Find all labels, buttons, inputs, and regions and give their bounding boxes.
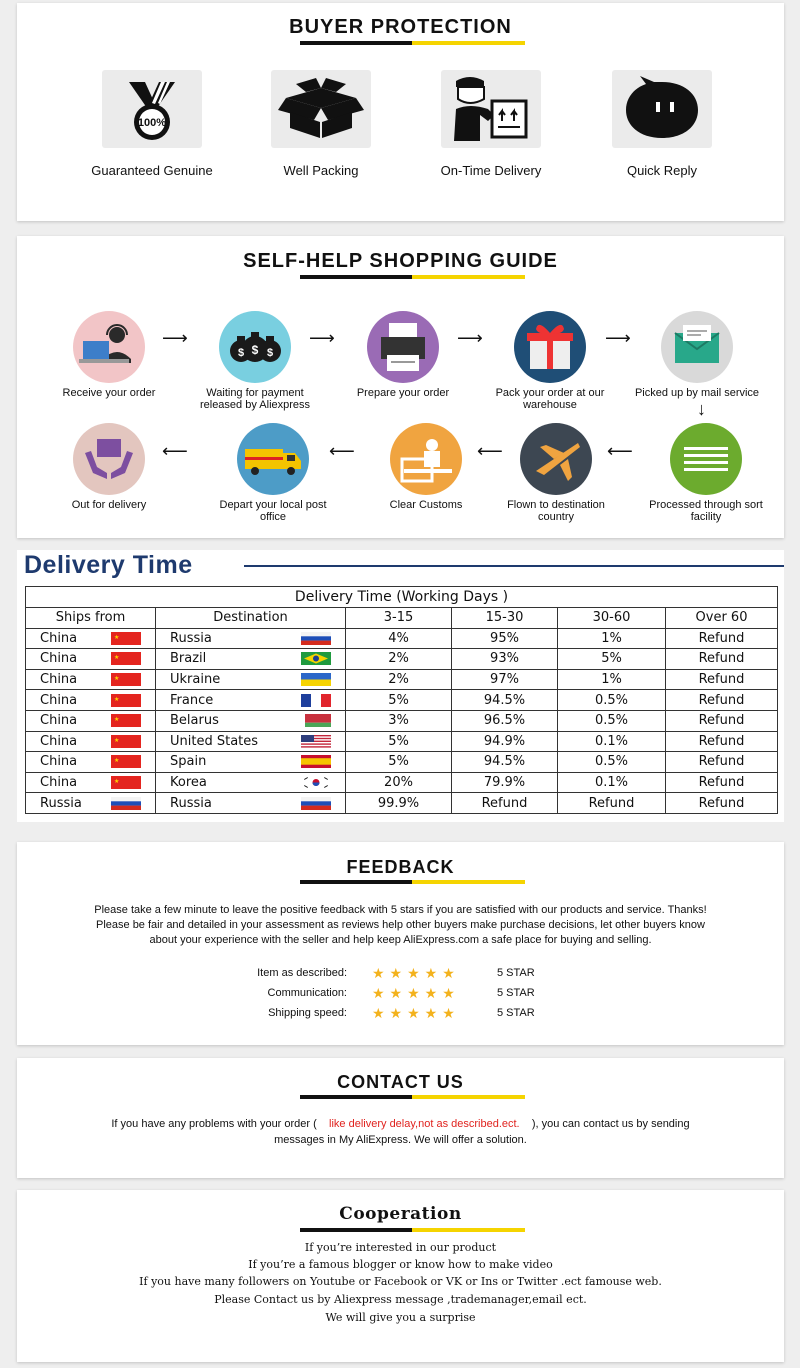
arrow-left-icon: ⟵ [477, 441, 503, 461]
ships-from-text: China [40, 754, 78, 770]
feedback-text-1: Please take a few minute to leave the positive feedback with 5 stars if you are satisfied with our products and service. Thanks! [94, 904, 707, 916]
destination-cell [156, 690, 346, 711]
col-header: 30-60 [558, 608, 666, 629]
svg-text:★: ★ [114, 654, 120, 662]
star-rating-icon: ★★★★★ [372, 965, 460, 981]
percentage-cell: 94.9% [452, 731, 558, 752]
delivery-time-title: Delivery Time [24, 551, 193, 579]
percentage-cell: 0.5% [558, 690, 666, 711]
ships-from-text: China [40, 775, 78, 791]
percentage-cell: 0.1% [558, 772, 666, 793]
contact-text [17, 1116, 784, 1132]
france-flag-icon [301, 694, 331, 707]
step-receive-order [44, 311, 174, 399]
svg-text:$: $ [251, 343, 259, 357]
ships-from-text: China [40, 672, 78, 688]
cooperation-line: If you have many followers on Youtube or Facebook or VK or Ins or Twitter .ect famouse web. [139, 1275, 662, 1288]
feature-guaranteed-genuine [72, 70, 232, 178]
col-header: Over 60 [666, 608, 778, 629]
feedback-text-3: about your experience with the seller and help keep AliExpress.com a safe place for buying and selling. [149, 934, 652, 946]
step-flown-destination [491, 423, 621, 523]
destination-cell [156, 772, 346, 793]
step-label: Receive your order [62, 387, 156, 399]
feature-well-packing [241, 70, 401, 178]
percentage-cell: 95% [452, 628, 558, 649]
cooperation-line: Please Contact us by Aliexpress message ,trademanager,email ect. [214, 1293, 587, 1306]
china-flag-icon [111, 632, 141, 645]
brazil-flag-icon [301, 652, 331, 665]
arrow-left-icon: ⟵ [329, 441, 355, 461]
feedback-title: FEEDBACK [346, 857, 455, 877]
arrow-right-icon: ⟶ [162, 328, 188, 348]
contact-card [17, 1058, 784, 1178]
title-underline [300, 41, 525, 45]
ships-from-cell [26, 752, 156, 773]
china-flag-icon [111, 652, 141, 665]
col-header: 3-15 [346, 608, 452, 629]
printer-icon [367, 311, 439, 383]
china-flag-icon [111, 694, 141, 707]
percentage-cell: 1% [558, 628, 666, 649]
percentage-cell: Refund [558, 793, 666, 814]
united-states-flag-icon [301, 735, 331, 748]
destination-text: Korea [170, 775, 207, 791]
title-underline [300, 1095, 525, 1099]
table-row [26, 628, 778, 649]
percentage-cell: Refund [666, 731, 778, 752]
arrow-left-icon: ⟵ [607, 441, 633, 461]
ships-from-cell [26, 628, 156, 649]
shopping-guide-card [17, 236, 784, 538]
table-row [26, 731, 778, 752]
destination-cell [156, 710, 346, 731]
percentage-cell: 20% [346, 772, 452, 793]
table-row [26, 710, 778, 731]
destination-text: Russia [170, 630, 212, 646]
destination-text: United States [170, 733, 259, 749]
ships-from-text: Russia [40, 795, 82, 811]
table-row [26, 752, 778, 773]
percentage-cell: 97% [452, 669, 558, 690]
step-label: Picked up by mail service [634, 387, 760, 399]
ships-from-cell [26, 669, 156, 690]
percentage-cell: Refund [666, 772, 778, 793]
destination-cell [156, 628, 346, 649]
step-depart-post-office [208, 423, 338, 523]
col-header: Ships from [26, 608, 156, 629]
ships-from-cell [26, 793, 156, 814]
china-flag-icon [111, 776, 141, 789]
table-header-row [26, 608, 778, 629]
envelope-icon [661, 311, 733, 383]
ships-from-cell [26, 710, 156, 731]
feature-label: Guaranteed Genuine [91, 163, 213, 178]
percentage-cell: 96.5% [452, 710, 558, 731]
percentage-cell: 0.5% [558, 752, 666, 773]
contact-text-after: ), you can contact us by sending [531, 1118, 690, 1130]
table-row [26, 772, 778, 793]
feature-quick-reply [582, 70, 742, 178]
svg-text:★: ★ [114, 675, 120, 683]
cooperation-line: If you’re a famous blogger or know how to make video [248, 1258, 553, 1271]
svg-text:$: $ [237, 347, 245, 359]
feature-label: Quick Reply [626, 163, 698, 178]
col-header: Destination [156, 608, 346, 629]
cooperation-card [17, 1190, 784, 1362]
ships-from-text: China [40, 692, 78, 708]
headset-operator-icon [73, 311, 145, 383]
arrow-right-icon: ⟶ [309, 328, 335, 348]
china-flag-icon [111, 755, 141, 768]
percentage-cell: Refund [666, 793, 778, 814]
russia-flag-icon [301, 632, 331, 645]
svg-text:★: ★ [114, 716, 120, 724]
destination-cell [156, 731, 346, 752]
arrow-right-icon: ⟶ [605, 328, 631, 348]
destination-cell [156, 649, 346, 670]
feedback-card [17, 842, 784, 1045]
table-row [26, 690, 778, 711]
step-processed-sort [641, 423, 771, 523]
rating-value: 5 STAR [497, 1007, 535, 1019]
belarus-flag-icon [301, 714, 331, 727]
step-pack-order [485, 311, 615, 411]
step-label: Prepare your order [356, 387, 450, 399]
russia-flag-icon [111, 797, 141, 810]
china-flag-icon [111, 735, 141, 748]
step-label: Waiting for payment released by Aliexpress [199, 387, 311, 411]
contact-text-2: messages in My AliExpress. We will offer a solution. [274, 1134, 527, 1146]
ships-from-cell [26, 690, 156, 711]
svg-text:$: $ [266, 347, 274, 359]
step-waiting-payment [190, 311, 320, 411]
percentage-cell: Refund [666, 752, 778, 773]
title-underline [300, 275, 525, 279]
ships-from-text: China [40, 713, 78, 729]
ships-from-text: China [40, 733, 78, 749]
destination-text: Ukraine [170, 672, 221, 688]
table-row [26, 669, 778, 690]
title-rule [244, 565, 784, 567]
star-rating-icon: ★★★★★ [372, 985, 460, 1001]
destination-text: Belarus [170, 713, 219, 729]
contact-highlight: like delivery delay,not as described.ect. [329, 1118, 520, 1130]
cooperation-line: If you’re interested in our product [304, 1241, 497, 1254]
arrow-right-icon: ⟶ [457, 328, 483, 348]
percentage-cell: Refund [666, 628, 778, 649]
percentage-cell: 0.1% [558, 731, 666, 752]
ships-from-cell [26, 649, 156, 670]
money-bags-icon [219, 311, 291, 383]
buyer-protection-card [17, 3, 784, 221]
percentage-cell: 79.9% [452, 772, 558, 793]
step-label: Pack your order at our warehouse [495, 387, 605, 411]
rating-label: Shipping speed: [268, 1007, 347, 1019]
percentage-cell: Refund [666, 649, 778, 670]
title-underline [300, 880, 525, 884]
percentage-cell: 5% [346, 752, 452, 773]
arrow-left-icon: ⟵ [162, 441, 188, 461]
delivery-truck-icon [237, 423, 309, 495]
rating-label: Communication: [267, 987, 347, 999]
cooperation-line: We will give you a surprise [325, 1311, 476, 1324]
rating-label: Item as described: [257, 967, 347, 979]
svg-text:★: ★ [114, 695, 120, 703]
percentage-cell: Refund [666, 690, 778, 711]
percentage-cell: 5% [558, 649, 666, 670]
percentage-cell: 94.5% [452, 752, 558, 773]
feedback-text-2: Please be fair and detailed in your assessment as reviews help other buyers make purchase decisions, let other buyers know [96, 919, 705, 931]
gift-box-icon [514, 311, 586, 383]
table-row [26, 649, 778, 670]
feature-label: On-Time Delivery [440, 163, 542, 178]
step-label: Depart your local post office [219, 499, 327, 523]
step-label: Out for delivery [71, 499, 147, 511]
percentage-cell: 1% [558, 669, 666, 690]
step-label: Processed through sort facility [649, 499, 763, 523]
airplane-icon [520, 423, 592, 495]
percentage-cell: 5% [346, 731, 452, 752]
percentage-cell: 0.5% [558, 710, 666, 731]
ships-from-cell [26, 731, 156, 752]
percentage-cell: 4% [346, 628, 452, 649]
feature-on-time-delivery [411, 70, 571, 178]
step-label: Flown to destination country [507, 499, 605, 523]
destination-text: Spain [170, 754, 207, 770]
destination-text: France [170, 692, 214, 708]
destination-text: Brazil [170, 651, 207, 667]
percentage-cell: 3% [346, 710, 452, 731]
percentage-cell: 5% [346, 690, 452, 711]
customs-officer-icon [390, 423, 462, 495]
package-box-icon [276, 76, 366, 142]
step-clear-customs [361, 423, 491, 511]
china-flag-icon [111, 673, 141, 686]
table-body [26, 628, 778, 813]
medal-100-icon [117, 74, 187, 144]
destination-cell [156, 752, 346, 773]
percentage-cell: 2% [346, 649, 452, 670]
chat-bubble-icon [622, 74, 702, 144]
ships-from-cell [26, 772, 156, 793]
destination-cell [156, 669, 346, 690]
svg-text:100%: 100% [137, 117, 167, 129]
svg-text:★: ★ [114, 736, 120, 744]
step-label: Clear Customs [389, 499, 463, 511]
title-underline [300, 1228, 525, 1232]
destination-cell [156, 793, 346, 814]
delivery-time-table [25, 586, 778, 814]
rating-row [17, 1005, 784, 1023]
feature-label: Well Packing [283, 163, 359, 178]
col-header: 15-30 [452, 608, 558, 629]
shopping-guide-title: SELF-HELP SHOPPING GUIDE [243, 250, 558, 272]
step-picked-up [632, 311, 762, 399]
contact-title: CONTACT US [337, 1072, 464, 1092]
ships-from-text: China [40, 630, 78, 646]
step-prepare-order [338, 311, 468, 399]
percentage-cell: Refund [452, 793, 558, 814]
star-rating-icon: ★★★★★ [372, 1005, 460, 1021]
svg-text:★: ★ [114, 633, 120, 641]
percentage-cell: Refund [666, 669, 778, 690]
rating-value: 5 STAR [497, 987, 535, 999]
rating-value: 5 STAR [497, 967, 535, 979]
ships-from-text: China [40, 651, 78, 667]
buyer-protection-title: BUYER PROTECTION [289, 16, 512, 38]
percentage-cell: Refund [666, 710, 778, 731]
russia-flag-icon [301, 797, 331, 810]
percentage-cell: 94.5% [452, 690, 558, 711]
destination-text: Russia [170, 795, 212, 811]
delivery-man-icon [448, 75, 534, 143]
cooperation-title: Cooperation [339, 1204, 462, 1224]
svg-text:★: ★ [114, 778, 120, 786]
korea-flag-icon [301, 776, 331, 789]
ukraine-flag-icon [301, 673, 331, 686]
rating-row [17, 985, 784, 1003]
table-caption: Delivery Time (Working Days ) [26, 587, 778, 608]
hands-box-icon [73, 423, 145, 495]
china-flag-icon [111, 714, 141, 727]
contact-text-before: If you have any problems with your order ( [111, 1118, 317, 1130]
table-row [26, 793, 778, 814]
sorting-lines-icon [670, 423, 742, 495]
percentage-cell: 99.9% [346, 793, 452, 814]
percentage-cell: 93% [452, 649, 558, 670]
rating-row [17, 965, 784, 983]
svg-text:★: ★ [114, 757, 120, 765]
step-out-for-delivery [44, 423, 174, 511]
percentage-cell: 2% [346, 669, 452, 690]
spain-flag-icon [301, 755, 331, 768]
arrow-down-icon: ↓ [697, 399, 706, 419]
